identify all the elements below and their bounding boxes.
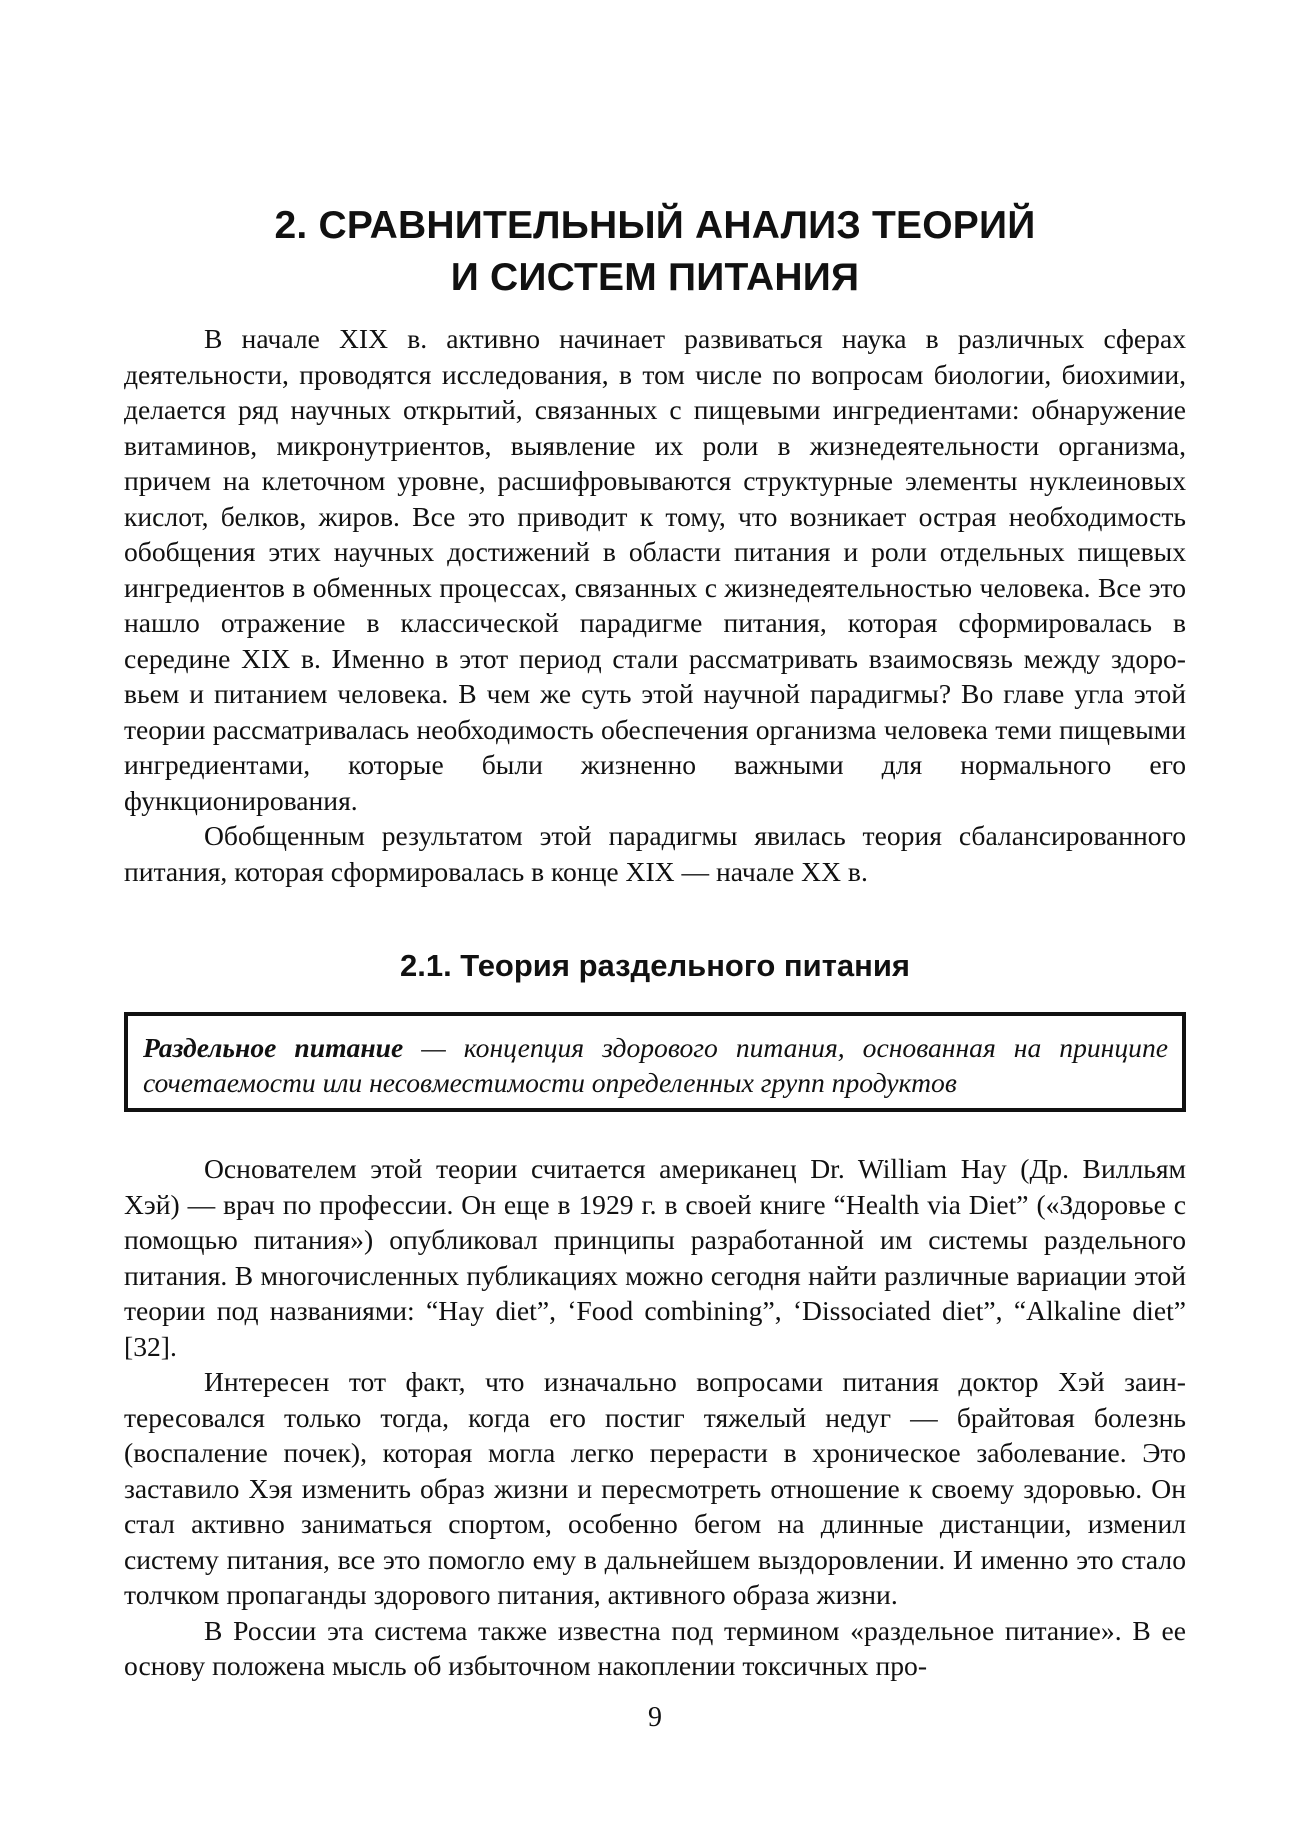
intro-text: [124, 321, 1186, 889]
chapter-title: [124, 200, 1186, 304]
section-paragraph-3: В России эта система также известна под термином «раздельное питание». В ее основу положена мысль об избыточном накоплении токсичных про-: [124, 1614, 1186, 1681]
definition-text: — концепция здорового питания, основанная на принципе сочетаемости или несовместимости определенных групп продуктов: [143, 1032, 1169, 1098]
definition-term: Раздельное питание: [143, 1032, 404, 1063]
section-paragraph-2: Интересен тот факт, что изначально вопросами питания доктор Хэй заинтересовался только тогда, когда его постиг тяжелый недуг — брайтовая болезнь (воспаление почек), которая могла легко перерасти в хроническое заболевание. Это заставило Хэя изменить образ жизни и пересмотреть отношение к своему здоровью. Он стал активно заниматься спортом, особенно бегом на длинные дистанции, изменил систему питания, все это помогло ему в дальнейшем выздоровлении. И именно это стало толчком пропаганды здорового питания, активного образа жизни.: [124, 1366, 1186, 1610]
page-number: 9: [648, 1702, 662, 1733]
intro-paragraph-1: В начале XIX в. активно начинает развиваться наука в различных сферах деятельности, проводятся исследования, в том числе по вопросам биологии, биохимии, делается ряд научных открытий, связанных с пищевыми ингредиентами: обнаружение витаминов, микронутриентов, выявление их роли в жизнедеятельности организма, причем на клеточном уровне, расшифровываются структурные элементы нуклеиновых кислот, белков, жиров. Все это приводит к тому, что возникает острая необходимость обобщения этих научных достижений в области питания и роли отдельных пищевых ингредиентов в обменных процессах, связанных с жизнедеятельностью человека. Все это нашло отражение в классической парадигме питания, которая сформировалась в середине XIX в. Именно в этот период стали рассматривать взаимосвязь между здоровьем и питанием человека. В чем же суть этой научной парадигмы? Во главе угла этой теории рассматривалась необходимость обеспечения организма человека теми пищевыми ингредиентами, которые были жизненно важными для нормального его функционирования.: [124, 323, 1186, 816]
definition: [143, 1030, 1168, 1100]
definition-box: [124, 1012, 1186, 1112]
section-text: [124, 1151, 1186, 1684]
chapter-title-line-2: И СИСТЕМ ПИТАНИЯ: [450, 256, 860, 299]
section-heading: 2.1. Теория раздельного питания: [399, 948, 910, 983]
chapter-title-line-1: 2. СРАВНИТЕЛЬНЫЙ АНАЛИЗ ТЕОРИЙ: [274, 204, 1036, 247]
intro-paragraph-2: Обобщенным результатом этой парадигмы явилась теория сбалансированного питания, которая сформировалась в конце XIX — начале XX в.: [124, 820, 1186, 887]
section-paragraph-1: Основателем этой теории считается американец Dr. William Hay (Др. Вилльям Хэй) — врач по профессии. Он еще в 1929 г. в своей книге “Health via Diet” («Здоровье с помощью питания») опубликовал принципы разработанной им системы раздельного питания. В многочисленных публикациях можно сегодня найти различные вариации этой теории под названиями: “Hay diet”, ‘Food combining”, ‘Dissociated diet”, “Alkaline diet” [32].: [124, 1153, 1186, 1362]
